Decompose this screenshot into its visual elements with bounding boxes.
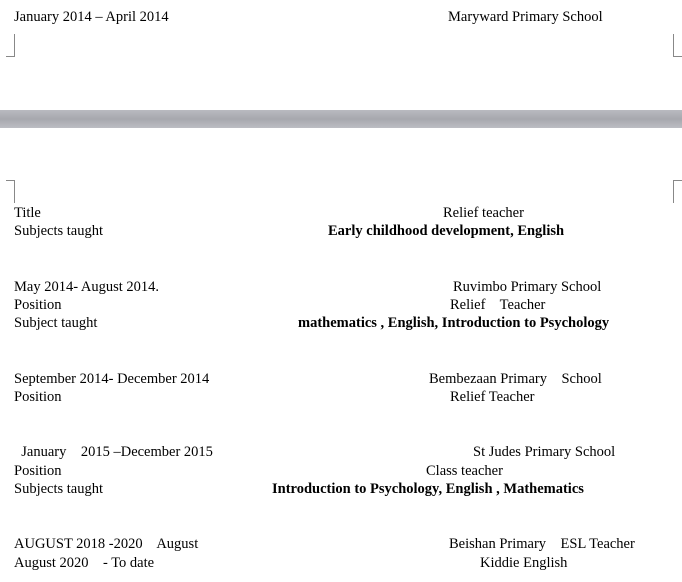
entry-school: St Judes Primary School [473, 444, 616, 460]
entry-dates: January 2014 – April 2014 [14, 9, 169, 25]
subjects-value: mathematics , English, Introduction to Psychology [298, 315, 610, 331]
entry-dates: May 2014- August 2014. [14, 279, 159, 295]
entry-school: Bembezaan Primary School [429, 371, 602, 387]
field-label: Title [14, 205, 41, 221]
entry-school: Ruvimbo Primary School [453, 279, 602, 295]
entry-dates: August 2020 - To date [14, 555, 155, 571]
field-value: Class teacher [426, 463, 503, 479]
field-value: Relief Teacher [450, 297, 546, 313]
field-label: Subjects taught [14, 223, 104, 239]
entry-dates: September 2014- December 2014 [14, 371, 210, 387]
entry-dates: AUGUST 2018 -2020 August [14, 536, 199, 552]
page-break-gap [0, 110, 682, 128]
subjects-value: Introduction to Psychology, English , Mathematics [272, 481, 584, 497]
entry-school: Beishan Primary ESL Teacher [449, 536, 635, 552]
field-label: Position [14, 297, 62, 313]
entry-school: Kiddie English [480, 555, 568, 571]
field-value: Relief teacher [443, 205, 524, 221]
entry-dates: January 2015 –December 2015 [14, 444, 213, 460]
document-page-2 [0, 128, 682, 582]
field-label: Position [14, 463, 62, 479]
margin-corner-mark [6, 34, 15, 57]
subjects-value: Early childhood development, English [328, 223, 565, 239]
field-label: Position [14, 389, 62, 405]
field-label: Subjects taught [14, 481, 104, 497]
entry-school: Maryward Primary School [448, 9, 603, 25]
margin-corner-mark [673, 34, 682, 57]
field-label: Subject taught [14, 315, 98, 331]
margin-corner-mark [673, 180, 682, 203]
margin-corner-mark [6, 180, 15, 203]
field-value: Relief Teacher [450, 389, 535, 405]
